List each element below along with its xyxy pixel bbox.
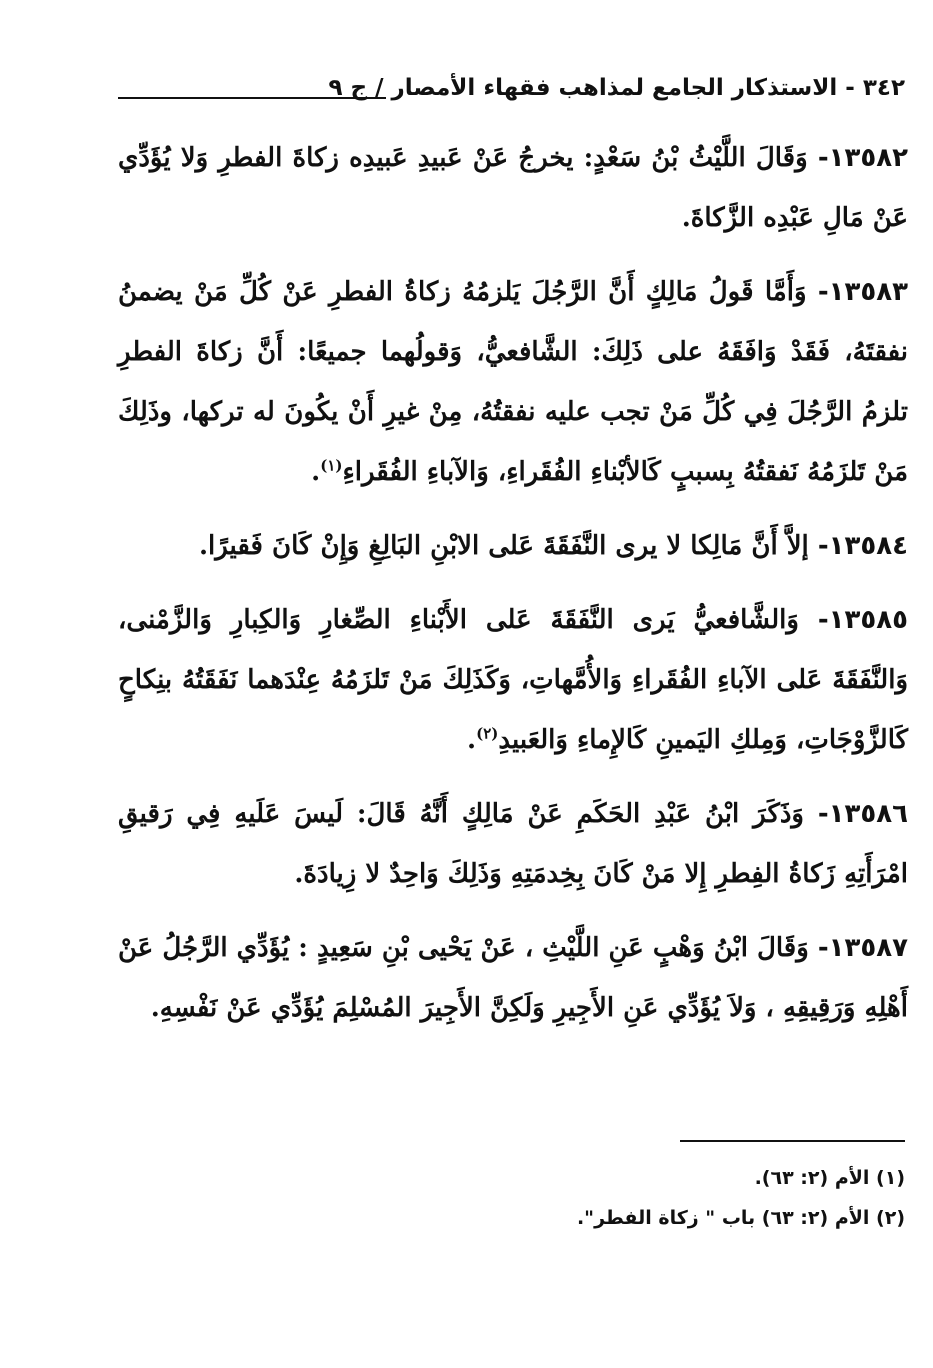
footnote-ref: (٢) bbox=[476, 724, 499, 743]
paragraph-13587 bbox=[118, 918, 908, 1038]
paragraph-number: ١٣٥٨٣- bbox=[817, 277, 908, 307]
paragraph-number: ١٣٥٨٥- bbox=[817, 605, 908, 635]
paragraph-text: وَقَالَ اللَّيْثُ بْنُ سَعْدٍ: يخرجُ عَنْ عَبيدِ عَبيدِه زكاةَ الفطرِ وَلا يُؤَدِّي عَنْ مَالِ عَبْدِه الزَّكاةَ. bbox=[118, 143, 908, 233]
footnote-separator bbox=[680, 1140, 905, 1142]
paragraph-number: ١٣٥٨٤- bbox=[817, 531, 908, 561]
running-header bbox=[118, 70, 905, 110]
paragraph-end: . bbox=[467, 725, 477, 755]
header-rule bbox=[118, 97, 386, 99]
footnotes bbox=[118, 1158, 905, 1238]
paragraph-text: وَذَكَرَ ابْنُ عَبْدِ الحَكَمِ عَنْ مَالِكٍ أَنَّهُ قَالَ: لَيسَ عَلَيهِ فِي رَقيقِ امْرَأَتِهِ زَكاةُ الفِطرِ إِلا مَنْ كَانَ بِخِدمَتِهِ وَذَلِكَ وَاحِدٌ لا زِيادَةَ. bbox=[118, 799, 908, 889]
paragraph-text: وَأَمَّا قَولُ مَالِكٍ أَنَّ الرَّجُلَ يَلزمُهُ زكاةُ الفطرِ عَنْ كُلِّ مَنْ يضمنُ نفقتَهُ، فَقَدْ وَافَقَهُ على ذَلِكَ: الشَّافعيُّ، وَقولُهما جميعًا: أَنَّ زكاةَ الفطرِ تلزمُ الرَّجُلَ فِي كُلِّ مَنْ تجب عليه نفقتُهُ، مِنْ غيرِ أَنْ يكُونَ له تركها، وذَلِكَ مَنْ تَلزَمُهُ نَفقتُهُ بِسببٍ كَالأبْناءِ الفُقَراءِ، وَالآباءِ الفُقَراءِ bbox=[118, 277, 908, 487]
paragraph-end: . bbox=[311, 457, 321, 487]
header-title: ٣٤٢ - الاستذكار الجامع لمذاهب فقهاء الأمصار / ج ٩ bbox=[328, 75, 905, 101]
footnote-1: (١) الأم (٢: ٦٣). bbox=[754, 1167, 905, 1189]
paragraph-13584 bbox=[118, 516, 908, 576]
page-body bbox=[118, 128, 908, 1052]
footnote-2: (٢) الأم (٢: ٦٣) باب " زكاة الفطر". bbox=[576, 1207, 905, 1229]
paragraph-number: ١٣٥٨٢- bbox=[817, 143, 908, 173]
paragraph-13583 bbox=[118, 262, 908, 502]
paragraph-number: ١٣٥٨٧- bbox=[817, 933, 908, 963]
paragraph-13585 bbox=[118, 590, 908, 770]
paragraph-text: وَقَالَ ابْنُ وَهْبٍ عَنِ اللَّيْثِ ، عَنْ يَحْيى بْنِ سَعِيدٍ : يُؤَدِّي الرَّجُلُ عَنْ أَهْلِهِ وَرَقِيقِهِ ، وَلاَ يُؤَدِّي عَنِ الأَجِيرِ وَلَكِنَّ الأَجِيرَ المُسْلِمَ يُؤَدِّي عَنْ نَفْسِهِ. bbox=[118, 933, 908, 1023]
paragraph-number: ١٣٥٨٦- bbox=[817, 799, 908, 829]
paragraph-text: إلاَّ أَنَّ مَالِكا لا يرى النَّفَقَةَ عَلى الابْنِ البَالِغِ وَإِنْ كَانَ فَقيرًا. bbox=[198, 531, 818, 561]
footnote-ref: (١) bbox=[320, 456, 343, 475]
paragraph-text: وَالشَّافعيُّ يَرى النَّفَقَةَ عَلى الأَبْناءِ الصِّغارِ وَالكِبارِ وَالزَّمْنى، وَالنَّفَقَةَ عَلى الآباءِ الفُقَراءِ وَالأُمَّهاتِ، وَكَذَلِكَ مَنْ تَلزَمُهُ عِنْدَهما نَفَقَتُهُ بنِكاحٍ كَالزَّوْجَاتِ، وَمِلكِ اليَمينِ كَالإِماءِ وَالعَبيدِ bbox=[118, 605, 908, 755]
paragraph-13582 bbox=[118, 128, 908, 248]
paragraph-13586 bbox=[118, 784, 908, 904]
